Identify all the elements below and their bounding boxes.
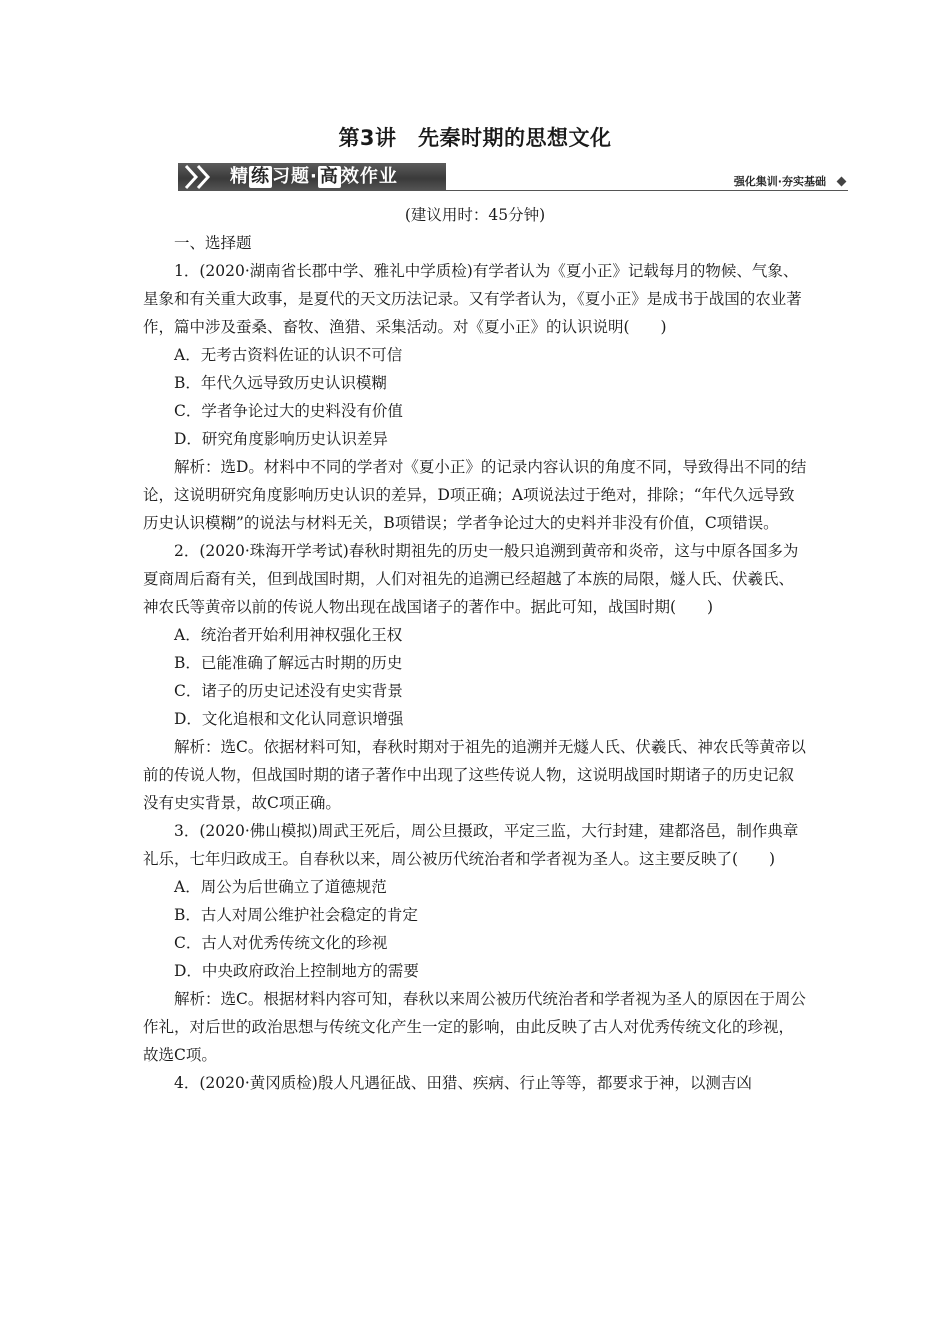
time-hint: (建议用时：45分钟) bbox=[404, 206, 546, 224]
option-a: A．周公为后世确立了道德规范 bbox=[174, 878, 387, 896]
analysis-paragraph: 解析：选C。依据材料可知，春秋时期对于祖先的追溯并无燧人氏、伏羲氏、神农氏等黄帝以前的传说人物，但战国时期的诸子著作中出现了这些传说人物，这说明战国时期诸子的历史记叙没有史实背景，故C项正确。 bbox=[143, 738, 806, 812]
option-c: C．古人对优秀传统文化的珍视 bbox=[174, 934, 388, 952]
banner-text-3: 效作业 bbox=[340, 166, 398, 187]
banner-boxed-char-2: 高 bbox=[319, 166, 339, 187]
option-b: B．古人对周公维护社会稳定的肯定 bbox=[174, 906, 418, 924]
section-heading: 一、选择题 bbox=[174, 234, 252, 252]
question-stem: 2．(2020·珠海开学考试)春秋时期祖先的历史一般只追溯到黄帝和炎帝，这与中原各国多为夏商周后裔有关，但到战国时期，人们对祖先的追溯已经超越了本族的局限，燧人氏、伏羲氏、神农氏等黄帝以前的传说人物出现在战国诸子的著作中。据此可知，战国时期( ) bbox=[143, 542, 799, 616]
banner-rule bbox=[446, 190, 848, 191]
option-a: A．统治者开始利用神权强化王权 bbox=[174, 626, 403, 644]
section-banner bbox=[178, 160, 848, 194]
question-stem: 1．(2020·湖南省长郡中学、雅礼中学质检)有学者认为《夏小正》记载每月的物候、气象、星象和有关重大政事，是夏代的天文历法记录。又有学者认为，《夏小正》是成书于战国的农业著作，篇中涉及蚕桑、畜牧、渔猎、采集活动。对《夏小正》的认识说明( ) bbox=[143, 262, 802, 336]
banner-text-2: 习题· bbox=[272, 166, 318, 187]
banner-heading bbox=[230, 163, 398, 191]
option-c: C．诸子的历史记述没有史实背景 bbox=[174, 682, 403, 700]
analysis-paragraph: 解析：选D。材料中不同的学者对《夏小正》的记录内容认识的角度不同，导致得出不同的结论，这说明研究角度影响历史认识的差异，D项正确；A项说法过于绝对，排除；“年代久远导致历史认识模糊”的说法与材料无关，B项错误；学者争论过大的史料并非没有价值，C项错误。 bbox=[143, 458, 807, 532]
page-title: 第3讲 先秦时期的思想文化 bbox=[338, 126, 612, 150]
diamond-icon bbox=[837, 177, 847, 187]
banner-boxed-char-1: 练 bbox=[251, 166, 270, 187]
question-stem: 4．(2020·黄冈质检)殷人凡遇征战、田猎、疾病、行止等等，都要求于神，以测吉凶 bbox=[174, 1074, 752, 1092]
option-c: C．学者争论过大的史料没有价值 bbox=[174, 402, 403, 420]
option-d: D．文化追根和文化认同意识增强 bbox=[174, 710, 404, 728]
chevron-right-icon bbox=[180, 163, 224, 191]
option-b: B．已能准确了解远古时期的历史 bbox=[174, 654, 403, 672]
question-stem: 3．(2020·佛山模拟)周武王死后，周公旦摄政，平定三监，大行封建，建都洛邑，制作典章礼乐，七年归政成王。自春秋以来，周公被历代统治者和学者视为圣人。这主要反映了( ) bbox=[143, 822, 799, 868]
option-d: D．中央政府政治上控制地方的需要 bbox=[174, 962, 419, 980]
option-d: D．研究角度影响历史认识差异 bbox=[174, 430, 388, 448]
option-a: A．无考古资料佐证的认识不可信 bbox=[174, 346, 403, 364]
banner-tagline: 强化集训·夯实基础 bbox=[733, 175, 826, 188]
banner-text-1: 精 bbox=[230, 166, 249, 187]
option-b: B．年代久远导致历史认识模糊 bbox=[174, 374, 387, 392]
document-body bbox=[143, 201, 807, 1097]
analysis-paragraph: 解析：选C。根据材料内容可知，春秋以来周公被历代统治者和学者视为圣人的原因在于周公作礼，对后世的政治思想与传统文化产生一定的影响，由此反映了古人对优秀传统文化的珍视，故选C项。 bbox=[143, 990, 806, 1064]
